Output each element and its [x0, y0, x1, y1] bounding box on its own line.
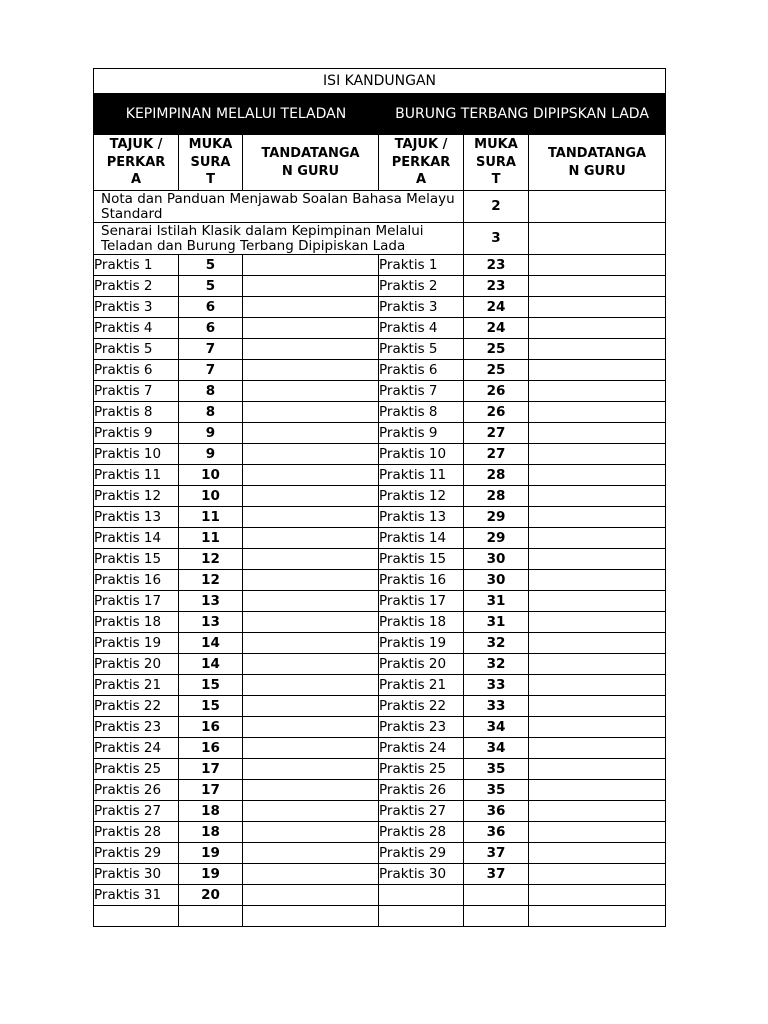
signature-cell — [529, 423, 666, 444]
left-topic-cell: Praktis 27 — [94, 801, 179, 822]
contents-table — [93, 68, 666, 927]
left-page-cell: 17 — [179, 780, 243, 801]
left-topic-cell: Praktis 10 — [94, 444, 179, 465]
signature-cell — [529, 191, 666, 223]
right-topic-cell: Praktis 19 — [379, 633, 464, 654]
signature-cell — [243, 906, 379, 927]
signature-cell — [529, 843, 666, 864]
left-page-cell: 9 — [179, 423, 243, 444]
signature-cell — [529, 906, 666, 927]
table-row — [94, 885, 666, 906]
signature-cell — [243, 696, 379, 717]
column-header-page — [179, 135, 243, 191]
section-heading-right: BURUNG TERBANG DIPIPSKAN LADA — [379, 94, 666, 135]
signature-cell — [243, 297, 379, 318]
right-topic-cell: Praktis 9 — [379, 423, 464, 444]
signature-cell — [243, 255, 379, 276]
left-page-cell: 12 — [179, 570, 243, 591]
left-topic-cell: Praktis 13 — [94, 507, 179, 528]
intro-item-text: Nota dan Panduan Menjawab Soalan Bahasa Melayu Standard — [94, 191, 464, 223]
right-page-cell: 25 — [464, 360, 529, 381]
right-topic-cell: Praktis 6 — [379, 360, 464, 381]
table-row — [94, 696, 666, 717]
signature-cell — [243, 318, 379, 339]
header-line: SURA — [476, 154, 516, 170]
right-page-cell: 37 — [464, 843, 529, 864]
left-page-cell: 8 — [179, 381, 243, 402]
table-row — [94, 318, 666, 339]
table-row — [94, 444, 666, 465]
left-topic-cell: Praktis 25 — [94, 759, 179, 780]
signature-cell — [529, 549, 666, 570]
left-page-cell: 6 — [179, 297, 243, 318]
header-line: A — [130, 172, 142, 188]
signature-cell — [529, 297, 666, 318]
table-row — [94, 654, 666, 675]
table-row — [94, 633, 666, 654]
signature-cell — [529, 381, 666, 402]
left-page-cell: 15 — [179, 675, 243, 696]
signature-cell — [243, 591, 379, 612]
signature-cell — [243, 780, 379, 801]
left-topic-cell: Praktis 23 — [94, 717, 179, 738]
left-page-cell: 5 — [179, 255, 243, 276]
right-topic-cell: Praktis 17 — [379, 591, 464, 612]
signature-cell — [243, 633, 379, 654]
table-row — [94, 612, 666, 633]
left-topic-cell: Praktis 30 — [94, 864, 179, 885]
right-topic-cell — [379, 885, 464, 906]
signature-cell — [243, 864, 379, 885]
signature-cell — [243, 360, 379, 381]
signature-cell — [243, 843, 379, 864]
right-topic-cell: Praktis 8 — [379, 402, 464, 423]
left-page-cell: 11 — [179, 528, 243, 549]
left-topic-cell: Praktis 6 — [94, 360, 179, 381]
right-page-cell: 34 — [464, 738, 529, 759]
right-topic-cell: Praktis 29 — [379, 843, 464, 864]
table-row — [94, 780, 666, 801]
right-page-cell: 32 — [464, 654, 529, 675]
left-topic-cell: Praktis 11 — [94, 465, 179, 486]
right-topic-cell: Praktis 16 — [379, 570, 464, 591]
intro-item-page: 2 — [464, 191, 529, 223]
header-line: T — [491, 172, 501, 188]
signature-cell — [529, 486, 666, 507]
right-topic-cell: Praktis 23 — [379, 717, 464, 738]
table-row — [94, 906, 666, 927]
signature-cell — [529, 528, 666, 549]
left-topic-cell: Praktis 7 — [94, 381, 179, 402]
section-heading-left: KEPIMPINAN MELALUI TELADAN — [94, 94, 379, 135]
signature-cell — [243, 801, 379, 822]
right-page-cell: 27 — [464, 444, 529, 465]
signature-cell — [529, 675, 666, 696]
right-page-cell: 32 — [464, 633, 529, 654]
left-topic-cell: Praktis 15 — [94, 549, 179, 570]
header-line: TAJUK / — [109, 137, 163, 153]
left-topic-cell: Praktis 12 — [94, 486, 179, 507]
signature-cell — [243, 276, 379, 297]
left-page-cell: 5 — [179, 276, 243, 297]
signature-cell — [243, 549, 379, 570]
header-line: PERKAR — [106, 154, 166, 170]
right-page-cell: 31 — [464, 612, 529, 633]
header-line: T — [206, 172, 215, 188]
left-topic-cell: Praktis 16 — [94, 570, 179, 591]
signature-cell — [529, 444, 666, 465]
column-header-topic — [379, 135, 464, 191]
table-title: ISI KANDUNGAN — [94, 69, 666, 94]
left-topic-cell: Praktis 9 — [94, 423, 179, 444]
signature-cell — [243, 612, 379, 633]
signature-cell — [243, 402, 379, 423]
right-page-cell: 28 — [464, 465, 529, 486]
left-page-cell: 8 — [179, 402, 243, 423]
left-page-cell: 14 — [179, 633, 243, 654]
right-topic-cell — [379, 906, 464, 927]
signature-cell — [243, 444, 379, 465]
right-page-cell: 36 — [464, 822, 529, 843]
left-page-cell: 11 — [179, 507, 243, 528]
signature-cell — [529, 654, 666, 675]
table-row — [94, 255, 666, 276]
left-topic-cell: Praktis 8 — [94, 402, 179, 423]
table-row — [94, 486, 666, 507]
left-page-cell: 7 — [179, 339, 243, 360]
left-topic-cell: Praktis 21 — [94, 675, 179, 696]
left-topic-cell: Praktis 29 — [94, 843, 179, 864]
signature-cell — [243, 654, 379, 675]
intro-item-text: Senarai Istilah Klasik dalam Kepimpinan Melalui Teladan dan Burung Terbang Dipipiskan Lada — [94, 223, 464, 255]
right-page-cell: 33 — [464, 675, 529, 696]
left-topic-cell: Praktis 4 — [94, 318, 179, 339]
signature-cell — [243, 675, 379, 696]
right-topic-cell: Praktis 18 — [379, 612, 464, 633]
signature-cell — [529, 402, 666, 423]
right-topic-cell: Praktis 25 — [379, 759, 464, 780]
right-topic-cell: Praktis 28 — [379, 822, 464, 843]
right-page-cell: 29 — [464, 507, 529, 528]
signature-cell — [243, 885, 379, 906]
left-topic-cell: Praktis 18 — [94, 612, 179, 633]
left-topic-cell: Praktis 31 — [94, 885, 179, 906]
right-topic-cell: Praktis 15 — [379, 549, 464, 570]
left-topic-cell: Praktis 3 — [94, 297, 179, 318]
right-page-cell: 35 — [464, 780, 529, 801]
signature-cell — [529, 759, 666, 780]
header-line: TANDATANGA — [261, 146, 360, 161]
left-topic-cell: Praktis 20 — [94, 654, 179, 675]
signature-cell — [243, 486, 379, 507]
right-topic-cell: Praktis 30 — [379, 864, 464, 885]
right-page-cell: 34 — [464, 717, 529, 738]
signature-cell — [243, 465, 379, 486]
column-header-page — [464, 135, 529, 191]
table-row — [94, 507, 666, 528]
table-row — [94, 360, 666, 381]
right-page-cell: 37 — [464, 864, 529, 885]
right-topic-cell: Praktis 24 — [379, 738, 464, 759]
table-row — [94, 717, 666, 738]
table-row — [94, 528, 666, 549]
table-row — [94, 675, 666, 696]
right-topic-cell: Praktis 26 — [379, 780, 464, 801]
right-topic-cell: Praktis 22 — [379, 696, 464, 717]
right-page-cell: 28 — [464, 486, 529, 507]
signature-cell — [243, 570, 379, 591]
right-topic-cell: Praktis 11 — [379, 465, 464, 486]
right-page-cell — [464, 906, 529, 927]
left-topic-cell: Praktis 17 — [94, 591, 179, 612]
left-page-cell: 14 — [179, 654, 243, 675]
right-page-cell: 24 — [464, 297, 529, 318]
left-topic-cell: Praktis 1 — [94, 255, 179, 276]
right-page-cell: 36 — [464, 801, 529, 822]
table-row — [94, 549, 666, 570]
signature-cell — [529, 276, 666, 297]
left-page-cell — [179, 906, 243, 927]
left-topic-cell — [94, 906, 179, 927]
signature-cell — [529, 465, 666, 486]
header-line: TAJUK / — [394, 137, 448, 153]
right-topic-cell: Praktis 3 — [379, 297, 464, 318]
right-page-cell: 35 — [464, 759, 529, 780]
table-row — [94, 276, 666, 297]
left-page-cell: 17 — [179, 759, 243, 780]
signature-cell — [243, 507, 379, 528]
right-page-cell: 26 — [464, 402, 529, 423]
left-topic-cell: Praktis 2 — [94, 276, 179, 297]
signature-cell — [243, 381, 379, 402]
table-row — [94, 759, 666, 780]
signature-cell — [529, 822, 666, 843]
signature-cell — [529, 780, 666, 801]
left-page-cell: 13 — [179, 612, 243, 633]
right-page-cell: 24 — [464, 318, 529, 339]
signature-cell — [529, 223, 666, 255]
signature-cell — [529, 801, 666, 822]
left-page-cell: 7 — [179, 360, 243, 381]
right-page-cell: 23 — [464, 276, 529, 297]
signature-cell — [243, 759, 379, 780]
header-line: MUKA — [188, 137, 233, 153]
table-row — [94, 297, 666, 318]
signature-cell — [529, 570, 666, 591]
table-row — [94, 864, 666, 885]
left-page-cell: 18 — [179, 822, 243, 843]
right-topic-cell: Praktis 13 — [379, 507, 464, 528]
right-page-cell: 25 — [464, 339, 529, 360]
signature-cell — [529, 738, 666, 759]
header-line: PERKAR — [391, 154, 451, 170]
signature-cell — [243, 822, 379, 843]
intro-item-page: 3 — [464, 223, 529, 255]
right-topic-cell: Praktis 20 — [379, 654, 464, 675]
right-topic-cell: Praktis 7 — [379, 381, 464, 402]
left-topic-cell: Praktis 19 — [94, 633, 179, 654]
signature-cell — [529, 717, 666, 738]
header-line: N GURU — [568, 163, 626, 179]
signature-cell — [529, 864, 666, 885]
table-row — [94, 339, 666, 360]
signature-cell — [529, 339, 666, 360]
left-page-cell: 19 — [179, 864, 243, 885]
table-row — [94, 381, 666, 402]
left-page-cell: 20 — [179, 885, 243, 906]
header-line: A — [415, 172, 427, 188]
left-page-cell: 12 — [179, 549, 243, 570]
left-page-cell: 18 — [179, 801, 243, 822]
header-line: MUKA — [474, 137, 518, 153]
signature-cell — [243, 738, 379, 759]
left-page-cell: 19 — [179, 843, 243, 864]
table-row — [94, 738, 666, 759]
header-line: SURA — [190, 154, 231, 170]
signature-cell — [529, 633, 666, 654]
left-topic-cell: Praktis 26 — [94, 780, 179, 801]
right-page-cell: 31 — [464, 591, 529, 612]
right-topic-cell: Praktis 14 — [379, 528, 464, 549]
header-line: N GURU — [281, 163, 340, 179]
column-header-signature — [529, 135, 666, 191]
signature-cell — [529, 507, 666, 528]
signature-cell — [529, 255, 666, 276]
right-topic-cell: Praktis 2 — [379, 276, 464, 297]
right-topic-cell: Praktis 21 — [379, 675, 464, 696]
right-page-cell: 27 — [464, 423, 529, 444]
right-topic-cell: Praktis 1 — [379, 255, 464, 276]
signature-cell — [529, 360, 666, 381]
signature-cell — [529, 885, 666, 906]
right-page-cell: 26 — [464, 381, 529, 402]
right-page-cell — [464, 885, 529, 906]
left-topic-cell: Praktis 5 — [94, 339, 179, 360]
left-page-cell: 15 — [179, 696, 243, 717]
right-page-cell: 29 — [464, 528, 529, 549]
signature-cell — [529, 612, 666, 633]
table-row — [94, 843, 666, 864]
signature-cell — [243, 423, 379, 444]
left-topic-cell: Praktis 14 — [94, 528, 179, 549]
table-row — [94, 822, 666, 843]
left-page-cell: 16 — [179, 717, 243, 738]
left-page-cell: 13 — [179, 591, 243, 612]
left-topic-cell: Praktis 28 — [94, 822, 179, 843]
right-topic-cell: Praktis 5 — [379, 339, 464, 360]
header-line: TANDATANGA — [547, 146, 647, 161]
left-page-cell: 9 — [179, 444, 243, 465]
signature-cell — [243, 339, 379, 360]
table-row — [94, 465, 666, 486]
column-header-topic — [94, 135, 179, 191]
table-row — [94, 801, 666, 822]
right-topic-cell: Praktis 12 — [379, 486, 464, 507]
signature-cell — [529, 696, 666, 717]
table-row — [94, 570, 666, 591]
signature-cell — [529, 318, 666, 339]
table-row — [94, 402, 666, 423]
left-topic-cell: Praktis 22 — [94, 696, 179, 717]
table-row — [94, 423, 666, 444]
signature-cell — [243, 717, 379, 738]
column-header-signature — [243, 135, 379, 191]
left-topic-cell: Praktis 24 — [94, 738, 179, 759]
left-page-cell: 10 — [179, 486, 243, 507]
right-page-cell: 23 — [464, 255, 529, 276]
left-page-cell: 16 — [179, 738, 243, 759]
table-row — [94, 591, 666, 612]
right-page-cell: 30 — [464, 549, 529, 570]
right-topic-cell: Praktis 10 — [379, 444, 464, 465]
right-page-cell: 33 — [464, 696, 529, 717]
signature-cell — [529, 591, 666, 612]
right-topic-cell: Praktis 4 — [379, 318, 464, 339]
signature-cell — [243, 528, 379, 549]
left-page-cell: 6 — [179, 318, 243, 339]
right-page-cell: 30 — [464, 570, 529, 591]
left-page-cell: 10 — [179, 465, 243, 486]
right-topic-cell: Praktis 27 — [379, 801, 464, 822]
